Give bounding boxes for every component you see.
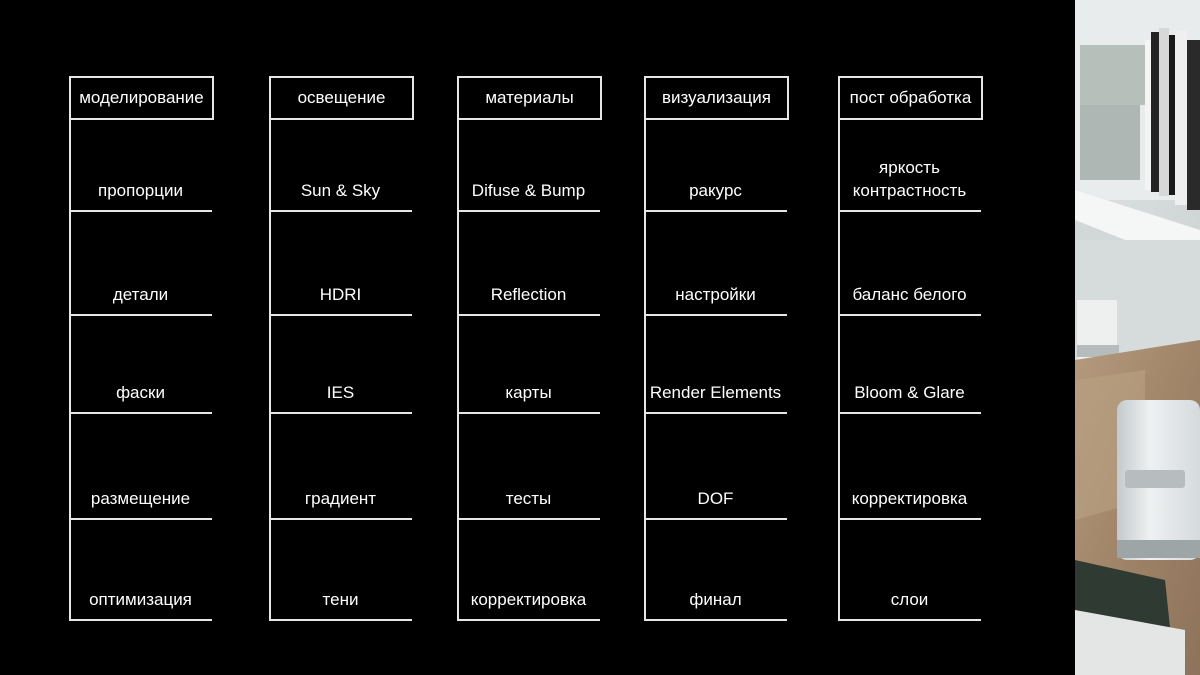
column-header: пост обработка [838, 76, 983, 120]
step-rule [457, 314, 600, 316]
step-rule [269, 518, 412, 520]
step-label: Reflection [490, 285, 567, 304]
interior-photo [1075, 0, 1200, 675]
step-rule [644, 210, 787, 212]
step-rule [457, 210, 600, 212]
column-post-processing [838, 0, 983, 675]
step-label: оптимизация [89, 590, 192, 609]
column-visualization [644, 0, 789, 675]
column-header: освещение [269, 76, 414, 120]
step-label: финал [689, 590, 742, 609]
step-label: Render Elements [649, 383, 782, 402]
step-rule [269, 412, 412, 414]
step-rule [269, 314, 412, 316]
step-rule [69, 412, 212, 414]
step-rule [644, 619, 787, 621]
step-label: яркость контрастность [852, 158, 967, 200]
step-rule [269, 619, 412, 621]
step-rule [644, 412, 787, 414]
step-label: детали [112, 285, 169, 304]
step-label: размещение [90, 489, 191, 508]
step-rule [457, 518, 600, 520]
step-rule [838, 210, 981, 212]
step-rule [838, 619, 981, 621]
step-label: корректировка [470, 590, 587, 609]
step-label: ракурс [689, 181, 742, 200]
step-label: Difuse & Bump [471, 181, 586, 200]
step-label: слои [890, 590, 929, 609]
step-label: корректировка [851, 489, 968, 508]
step-rule [838, 412, 981, 414]
step-rule [838, 518, 981, 520]
step-rule [69, 518, 212, 520]
step-label: HDRI [319, 285, 362, 304]
column-materials [457, 0, 602, 675]
step-rule [69, 619, 212, 621]
interior-photo-art [1075, 0, 1200, 675]
column-lighting [269, 0, 414, 675]
step-label: пропорции [98, 181, 183, 200]
step-rule [69, 210, 212, 212]
column-modeling [69, 0, 214, 675]
step-rule [644, 518, 787, 520]
step-rule [838, 314, 981, 316]
step-label: баланс белого [852, 285, 967, 304]
step-label: фаски [116, 383, 165, 402]
column-header: моделирование [69, 76, 214, 120]
step-label: IES [326, 383, 355, 402]
step-rule [69, 314, 212, 316]
step-label: градиент [304, 489, 377, 508]
step-rule [457, 412, 600, 414]
step-label: DOF [697, 489, 734, 508]
step-rule [644, 314, 787, 316]
column-header: визуализация [644, 76, 789, 120]
column-header: материалы [457, 76, 602, 120]
step-label: тени [322, 590, 359, 609]
step-label: Sun & Sky [300, 181, 381, 200]
step-rule [457, 619, 600, 621]
step-rule [269, 210, 412, 212]
step-label: Bloom & Glare [854, 383, 965, 402]
step-label: настройки [675, 285, 756, 304]
step-label: карты [505, 383, 552, 402]
step-label: тесты [505, 489, 552, 508]
